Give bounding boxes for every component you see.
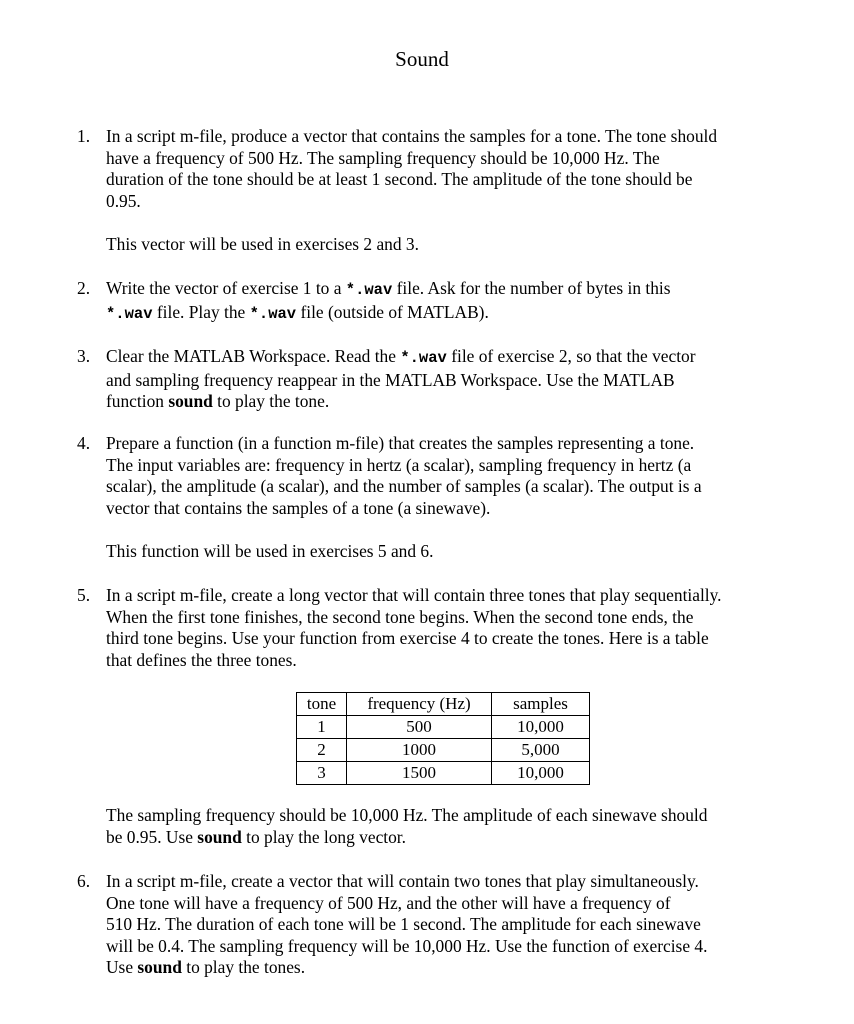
code-wav: *.wav [345,281,393,299]
text-line: vector that contains the samples of a tone (a sinewave). [106,497,491,518]
text-line: 510 Hz. The duration of each tone will be 1 second. The amplitude for each sinewave [106,914,701,935]
table-cell: 2 [297,739,347,762]
code-wav: *.wav [249,304,297,323]
text-span: Use [106,957,138,978]
text-span: to play the long vector. [241,826,406,847]
exercise-5-after-table [0,805,854,848]
text-span: file (outside of MATLAB). [296,301,489,322]
exercise-number: 1. [77,126,91,146]
table-cell: 10,000 [492,762,590,785]
text-line [106,302,796,326]
bold-sound: sound [197,826,242,847]
exercise-1-note [0,234,854,256]
text-span: be 0.95. Use [106,826,198,847]
table-row [297,739,590,762]
text-line: have a frequency of 500 Hz. The sampling frequency should be 10,000 Hz. The [106,147,660,168]
exercise-3 [0,346,854,413]
table-cell: 500 [347,716,492,739]
exercise-number: 5. [77,585,91,605]
text-line: 0.95. [106,190,141,211]
bold-sound: sound [137,957,182,978]
text-span: Clear the MATLAB Workspace. Read the [106,346,401,366]
table-cell: 1000 [347,739,492,762]
text-span: to play the tone. [212,391,330,412]
text-line: In a script m-file, create a vector that will contain two tones that play simultaneously. [106,871,699,891]
text-line: scalar), the amplitude (a scalar), and the number of samples (a scalar). The output is a [106,476,702,497]
text-line: third tone begins. Use your function from exercise 4 to create the tones. Here is a table [106,628,709,649]
text-span: Write the vector of exercise 1 to a [106,278,346,298]
text-line: The sampling frequency should be 10,000 Hz. The amplitude of each sinewave should [106,805,708,825]
exercise-number: 6. [77,871,91,891]
exercise-number: 3. [77,346,91,366]
column-header-frequency: frequency (Hz) [347,693,492,716]
text-line [106,957,796,979]
exercise-4 [0,433,854,519]
text-span: file. Play the [152,301,250,322]
text-span: file. Ask for the number of bytes in this [392,278,671,298]
exercise-number: 2. [77,278,91,298]
table-cell: 5,000 [492,739,590,762]
exercise-5 [0,585,854,671]
table-cell: 1 [297,716,347,739]
text-line [106,346,796,370]
text-span: to play the tones. [181,957,306,978]
text-line: duration of the tone should be at least 1 second. The amplitude of the tone should be [106,169,693,190]
table-cell: 1500 [347,762,492,785]
tones-table [296,692,590,785]
table-row [297,716,590,739]
text-line: One tone will have a frequency of 500 Hz, and the other will have a frequency of [106,892,671,913]
exercise-6 [0,871,854,979]
text-line: When the first tone finishes, the second tone begins. When the second tone ends, the [106,606,694,627]
table-header-row [297,693,590,716]
table-cell: 10,000 [492,716,590,739]
text-line: will be 0.4. The sampling frequency will be 10,000 Hz. Use the function of exercise 4. [106,935,708,956]
table-cell: 3 [297,762,347,785]
table-row [297,762,590,785]
bold-sound: sound [168,391,213,412]
code-wav: *.wav [106,304,153,323]
code-wav: *.wav [400,349,447,367]
exercise-4-note [0,541,854,563]
note-text: This vector will be used in exercises 2 and 3. [106,234,419,254]
text-line [106,278,796,302]
exercise-2 [0,278,854,325]
text-line: and sampling frequency reappear in the MATLAB Workspace. Use the MATLAB [106,369,675,390]
text-line: that defines the three tones. [106,649,297,670]
text-line [106,391,796,413]
note-text: This function will be used in exercises 5 and 6. [106,541,434,561]
text-line: In a script m-file, produce a vector that contains the samples for a tone. The tone should [106,126,718,146]
text-line: The input variables are: frequency in hertz (a scalar), sampling frequency in hertz (a [106,454,692,475]
text-line [106,827,796,849]
page-title: Sound [395,47,449,71]
text-line: In a script m-file, create a long vector that will contain three tones that play sequentially. [106,585,722,605]
exercise-number: 4. [77,433,91,453]
text-span: file of exercise 2, so that the vector [446,346,696,366]
column-header-samples: samples [492,693,590,716]
column-header-tone: tone [297,693,347,716]
text-span: function [106,391,169,412]
text-line: Prepare a function (in a function m-file) that creates the samples representing a tone. [106,433,695,453]
exercise-1 [0,126,854,212]
